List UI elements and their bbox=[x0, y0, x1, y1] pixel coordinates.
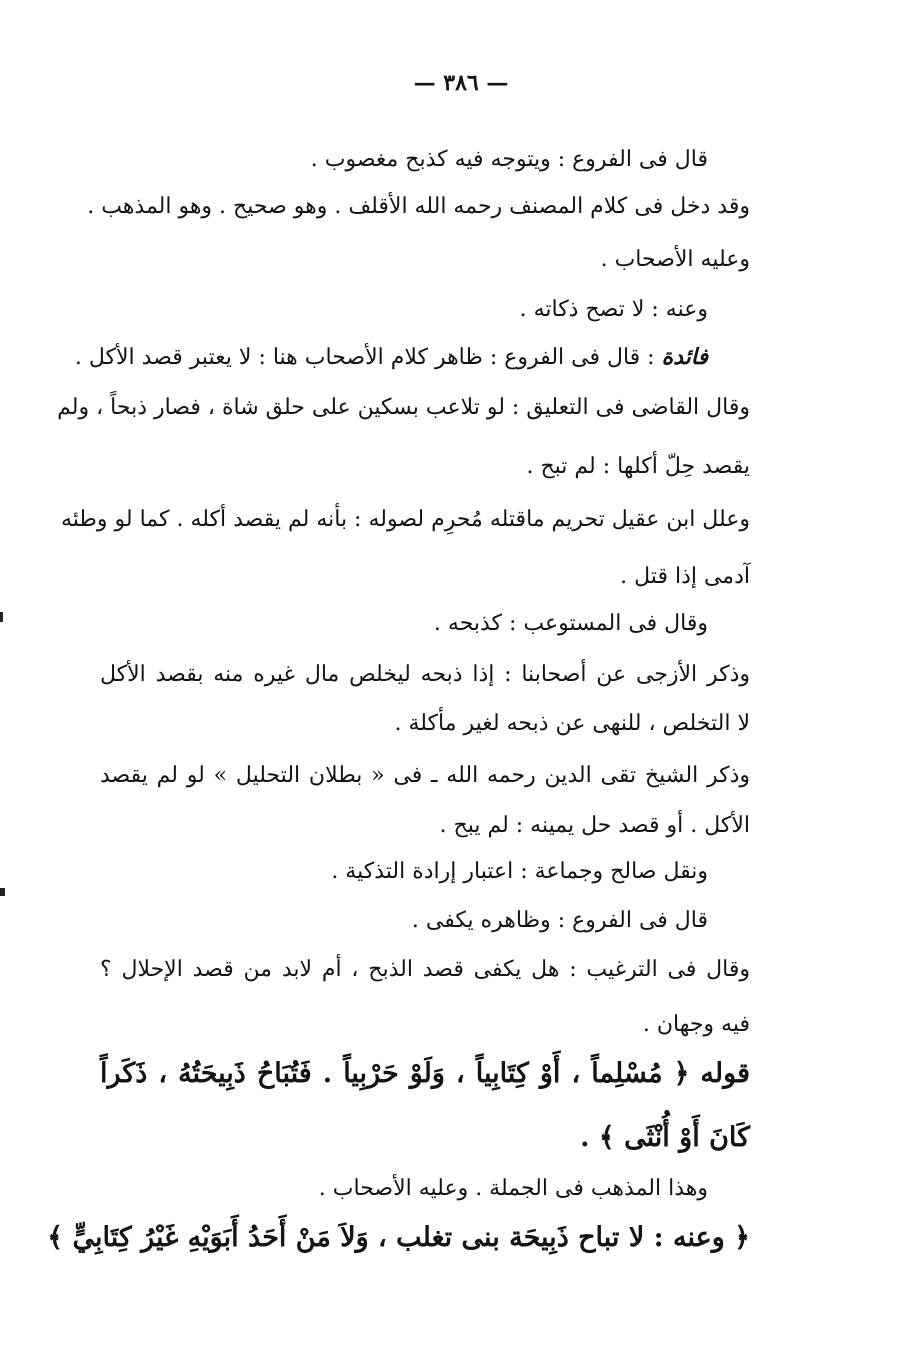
quoted-text-line: ﴿ وعنه : لا تباح ذَبِيحَة بنى تغلب ، وَلاَ مَنْ أَحَدُ أَبَوَيْهِ غَيْرُ كِتَابِيٍّ ﴾ bbox=[47, 1222, 750, 1253]
text-line: قال فى الفروع : وظاهره يكفى . bbox=[411, 908, 708, 933]
text-line: وعلل ابن عقيل تحريم ماقتله مُحرِم لصوله : بأنه لم يقصد أكله . كما لو وطئه bbox=[60, 507, 750, 532]
text-line: لا التخلص ، للنهى عن ذبحه لغير مأكلة . bbox=[394, 711, 750, 736]
quoted-text-line: قوله ﴿ مُسْلِماً ، أَوْ كِتَابِياً ، وَلَوْ حَرْبِياً . فَتُبَاحُ ذَبِيحَتُهُ ، ذَكَراً bbox=[100, 1058, 750, 1089]
text-line: ونقل صالح وجماعة : اعتبار إرادة التذكية . bbox=[331, 859, 708, 884]
note-heading: فائدة bbox=[661, 344, 708, 370]
text-line: وعنه : لا تصح ذكاته . bbox=[519, 297, 708, 322]
scan-edge-mark bbox=[0, 612, 3, 622]
text-line: فيه وجهان . bbox=[642, 1012, 750, 1037]
text-line: يقصد حِلّ أكلها : لم تبح . bbox=[526, 454, 750, 479]
text-line: وقال القاضى فى التعليق : لو تلاعب بسكين على حلق شاة ، فصار ذبحاً ، ولم bbox=[57, 395, 750, 420]
text-line: قال فى الفروع : ويتوجه فيه كذبح مغصوب . bbox=[310, 147, 708, 172]
text-line: وذكر الأزجى عن أصحابنا : إذا ذبحه ليخلص مال غيره منه بقصد الأكل bbox=[100, 662, 750, 687]
text-line bbox=[74, 340, 708, 375]
text-line: وقال فى الترغيب : هل يكفى قصد الذبح ، أم لابد من قصد الإحلال ؟ bbox=[100, 957, 750, 982]
page-number: — ٣٨٦ — bbox=[413, 70, 509, 96]
text-line-rest: : قال فى الفروع : ظاهر كلام الأصحاب هنا : لا يعتبر قصد الأكل . bbox=[74, 345, 662, 370]
text-line: آدمى إذا قتل . bbox=[620, 564, 750, 589]
text-line: وقال فى المستوعب : كذبحه . bbox=[433, 611, 708, 636]
text-line: وقد دخل فى كلام المصنف رحمه الله الأقلف . وهو صحيح . وهو المذهب . bbox=[87, 194, 750, 219]
text-line: وذكر الشيخ تقى الدين رحمه الله ـ فى « بطلان التحليل » لو لم يقصد bbox=[100, 763, 750, 788]
text-line: وهذا المذهب فى الجملة . وعليه الأصحاب . bbox=[318, 1176, 708, 1201]
scan-edge-mark bbox=[0, 888, 5, 896]
text-line: وعليه الأصحاب . bbox=[600, 247, 750, 272]
text-line: الأكل . أو قصد حل يمينه : لم يبح . bbox=[439, 813, 750, 838]
quoted-text-line: كَانَ أَوْ أُنْثَى ﴾ . bbox=[580, 1122, 750, 1153]
